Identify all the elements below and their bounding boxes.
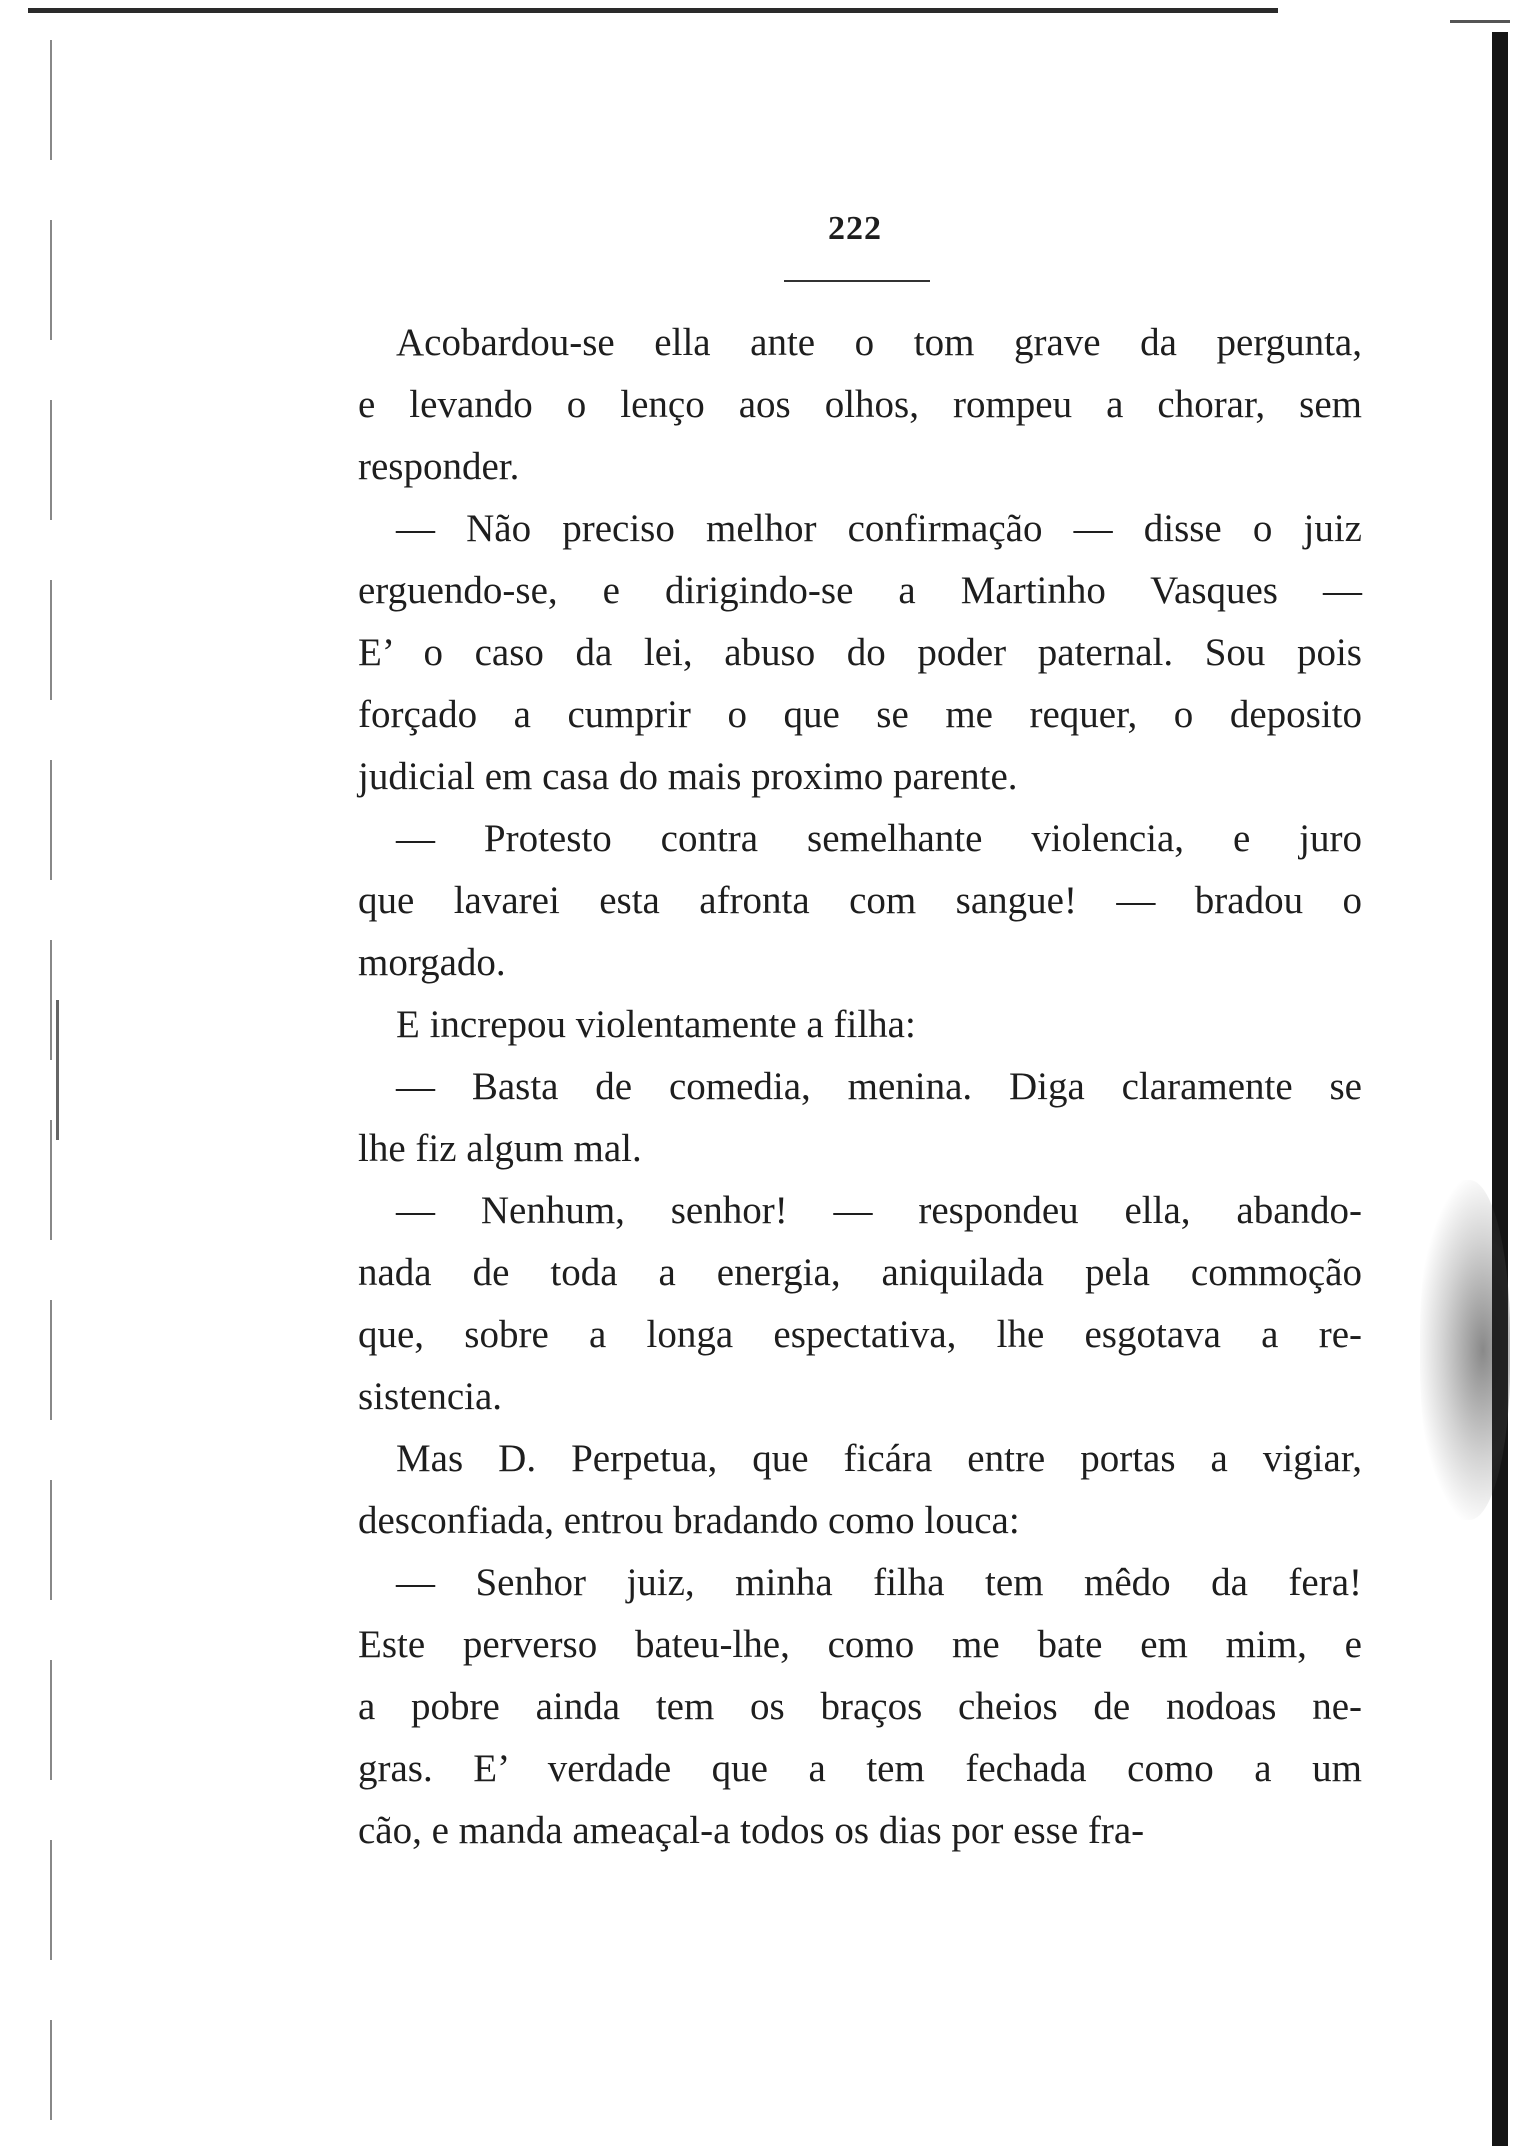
text-line: cão, e manda ameaçal-a todos os dias por esse fra- <box>358 1809 1145 1852</box>
text-line: — Protesto contra semelhante violencia, e juro <box>396 817 1362 860</box>
text-line: gras. E’ verdade que a tem fechada como a um <box>358 1747 1362 1790</box>
paragraph <box>358 994 1362 1056</box>
scan-edge-top <box>28 8 1278 13</box>
text-line: Este perverso bateu-lhe, como me bate em mim, e <box>358 1623 1362 1666</box>
text-line: que lavarei esta afronta com sangue! — bradou o <box>358 879 1362 922</box>
text-line: E’ o caso da lei, abuso do poder paternal. Sou pois <box>358 631 1362 674</box>
paragraph <box>358 808 1362 994</box>
text-line: e levando o lenço aos olhos, rompeu a chorar, sem <box>358 383 1362 426</box>
text-line: — Basta de comedia, menina. Diga claramente se <box>396 1065 1362 1108</box>
scan-edge-top-right <box>1450 20 1510 23</box>
text-line: E increpou violentamente a filha: <box>396 1003 916 1046</box>
body-text <box>358 312 1362 1862</box>
text-line: lhe fiz algum mal. <box>358 1127 642 1170</box>
text-line: a pobre ainda tem os braços cheios de nodoas ne- <box>358 1685 1362 1728</box>
text-line: — Senhor juiz, minha filha tem mêdo da fera! <box>396 1561 1362 1604</box>
text-line: responder. <box>358 445 520 488</box>
text-line: Acobardou-se ella ante o tom grave da pergunta, <box>396 321 1362 364</box>
scan-edge-left-mark <box>56 1000 59 1140</box>
text-line: — Nenhum, senhor! — respondeu ella, abando- <box>396 1189 1362 1232</box>
page-number: 222 <box>828 210 882 247</box>
paragraph <box>358 1056 1362 1180</box>
text-line: nada de toda a energia, aniquilada pela commoção <box>358 1251 1362 1294</box>
header-rule <box>784 280 930 282</box>
text-line: forçado a cumprir o que se me requer, o deposito <box>358 693 1362 736</box>
text-line: Mas D. Perpetua, que ficára entre portas a vigiar, <box>396 1437 1362 1480</box>
scan-edge-right <box>1492 32 1508 2146</box>
text-line: — Não preciso melhor confirmação — disse o juiz <box>396 507 1362 550</box>
paragraph <box>358 1552 1362 1862</box>
text-line: sistencia. <box>358 1375 503 1418</box>
text-line: desconfiada, entrou bradando como louca: <box>358 1499 1020 1542</box>
text-line: morgado. <box>358 941 506 984</box>
paragraph <box>358 498 1362 808</box>
ink-stain <box>1420 1180 1510 1520</box>
paragraph <box>358 312 1362 498</box>
text-line: judicial em casa do mais proximo parente. <box>358 755 1018 798</box>
paragraph <box>358 1180 1362 1428</box>
text-line: erguendo-se, e dirigindo-se a Martinho Vasques — <box>358 569 1362 612</box>
text-line: que, sobre a longa espectativa, lhe esgotava a re- <box>358 1313 1362 1356</box>
paragraph <box>358 1428 1362 1552</box>
scan-edge-left <box>50 40 52 2120</box>
